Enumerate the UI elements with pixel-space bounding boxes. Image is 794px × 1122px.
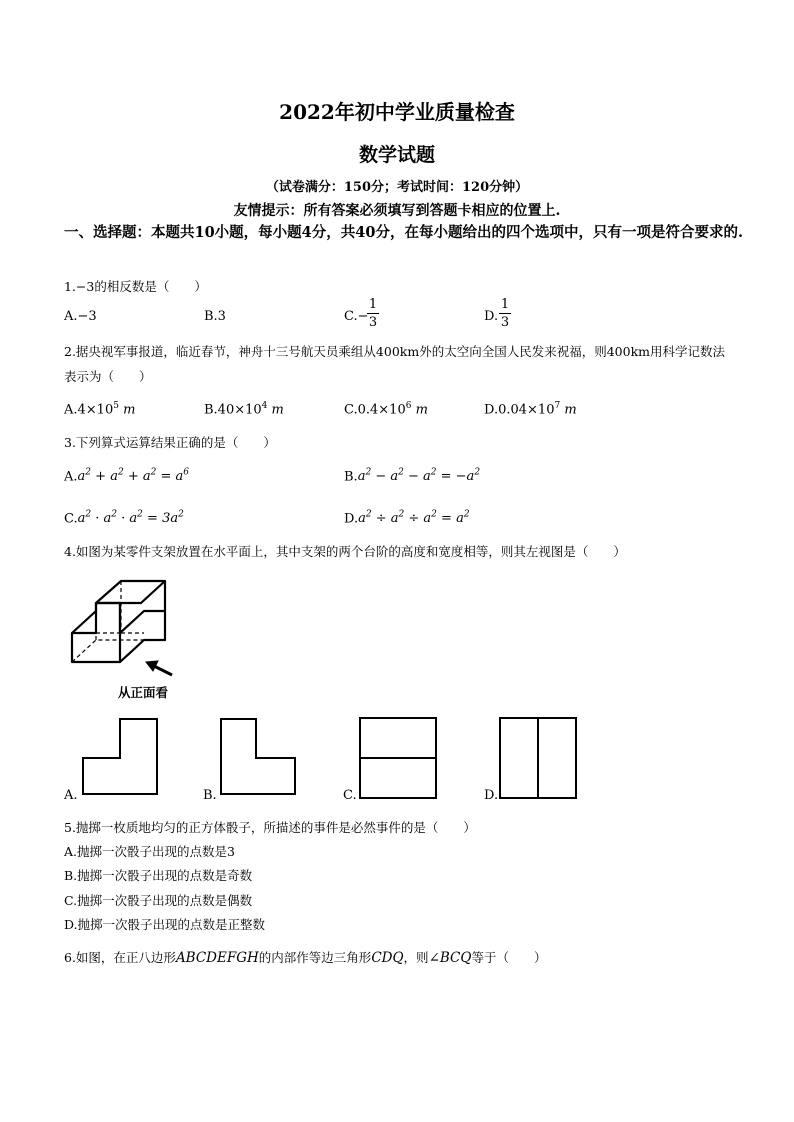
option-unit: m <box>123 402 136 418</box>
option-letter: B. <box>344 469 358 485</box>
option-text: C.0.4×10 <box>344 402 406 418</box>
stem-text: 等于（ ） <box>471 950 547 965</box>
question-2-stem: 2.据央视军事报道，临近春节，神舟十三号航天员乘组从400km外的太空向全国人民发来祝福，则400km用科学记数法表示为（ ） <box>64 344 726 384</box>
page-title: 2022年初中学业质量检查 <box>279 100 515 124</box>
question-2-option-a <box>64 401 135 417</box>
question-4-option-a-drawing <box>80 716 160 796</box>
figure-caption: 从正面看 <box>118 685 169 700</box>
support-bracket-figure <box>62 570 212 680</box>
question-2-option-b <box>204 401 284 417</box>
triangle-label: CDQ <box>371 950 404 966</box>
option-formula: $a^2 - a^2 - a^2 = -a^2$ <box>357 468 481 485</box>
option-text: A.4×10 <box>64 402 114 418</box>
exam-info: （试卷满分：150分；考试时间：120分钟） <box>265 180 529 195</box>
question-5-option-c: C.抛掷一次骰子出现的点数是偶数 <box>64 893 253 908</box>
question-3-option-c <box>64 510 184 526</box>
fraction-denominator: 3 <box>368 315 378 330</box>
stem-text: 的内部作等边三角形 <box>258 950 372 965</box>
angle-label: ∠BCQ <box>428 950 472 966</box>
question-1-option-d-fraction <box>499 297 511 330</box>
option-unit: m <box>564 402 577 418</box>
option-exponent: 4 <box>261 401 268 411</box>
question-1-option-a: A.−3 <box>64 309 97 324</box>
question-3-option-b <box>344 468 480 484</box>
question-4-stem: 4.如图为某零件支架放置在水平面上，其中支架的两个台阶的高度和宽度相等，则其左视图是（ ） <box>64 544 626 559</box>
question-3-stem: 3.下列算式运算结果正确的是（ ） <box>64 435 276 450</box>
option-letter: C. <box>64 511 78 527</box>
question-5-option-d: D.抛掷一次骰子出现的点数是正整数 <box>64 917 266 932</box>
option-text: B.40×10 <box>204 402 262 418</box>
fraction-denominator: 3 <box>500 315 510 330</box>
option-formula: $a^2 + a^2 + a^2 = a^6$ <box>77 468 189 485</box>
question-3-option-a <box>64 468 189 484</box>
option-exponent: 7 <box>554 401 561 411</box>
question-5-option-b: B.抛掷一次骰子出现的点数是奇数 <box>64 868 253 883</box>
question-1-option-b: B.3 <box>204 309 226 324</box>
question-5-option-a: A.抛掷一次骰子出现的点数是3 <box>64 844 235 859</box>
option-formula: $a^2 \cdot a^2 \cdot a^2 = 3a^2$ <box>77 510 184 527</box>
question-1-option-c-fraction <box>367 297 379 330</box>
question-4-option-c: C. <box>343 788 357 803</box>
question-4-option-a: A. <box>64 788 78 803</box>
question-1-option-d <box>484 309 498 324</box>
question-2-option-c <box>344 401 428 417</box>
question-4-option-c-drawing <box>358 716 438 800</box>
option-exponent: 6 <box>405 401 412 411</box>
fraction-bar <box>367 313 379 314</box>
fraction-bar <box>499 313 511 314</box>
question-1-option-d-prefix: D. <box>484 309 499 324</box>
page-subtitle: 数学试题 <box>358 144 435 166</box>
exam-tip: 友情提示：所有答案必须填写到答题卡相应的位置上. <box>233 203 561 219</box>
option-exponent: 5 <box>113 401 119 411</box>
fraction-numerator: 1 <box>368 297 378 312</box>
stem-text: 6.如图，在正八边形 <box>64 950 176 965</box>
stem-text: ，则 <box>403 950 429 965</box>
question-2-option-d <box>484 401 577 417</box>
option-formula: $a^2 \div a^2 \div a^2 = a^2$ <box>358 510 470 527</box>
question-4-option-b-drawing <box>218 716 298 796</box>
option-unit: m <box>415 402 428 418</box>
question-1-stem: 1.−3的相反数是（ ） <box>64 279 207 294</box>
question-1-option-c <box>344 309 369 324</box>
option-letter: A. <box>64 469 78 485</box>
option-text: D.0.04×10 <box>484 402 555 418</box>
question-6-stem <box>64 948 546 966</box>
question-5-stem: 5.抛掷一枚质地均匀的正方体骰子，所描述的事件是必然事件的是（ ） <box>64 820 476 835</box>
option-letter: D. <box>344 511 359 527</box>
question-4-option-b: B. <box>203 788 217 803</box>
option-unit: m <box>271 402 284 418</box>
question-3-option-d <box>344 510 470 526</box>
question-4-option-d-drawing <box>498 716 578 800</box>
fraction-numerator: 1 <box>500 297 510 312</box>
section-heading: 一、选择题：本题共10小题，每小题4分，共40分，在每小题给出的四个选项中，只有一项是符合要求的. <box>64 224 743 241</box>
question-4-option-d: D. <box>484 788 499 803</box>
question-1-option-c-prefix: C.− <box>344 309 369 324</box>
polygon-label: ABCDEFGH <box>175 950 259 966</box>
